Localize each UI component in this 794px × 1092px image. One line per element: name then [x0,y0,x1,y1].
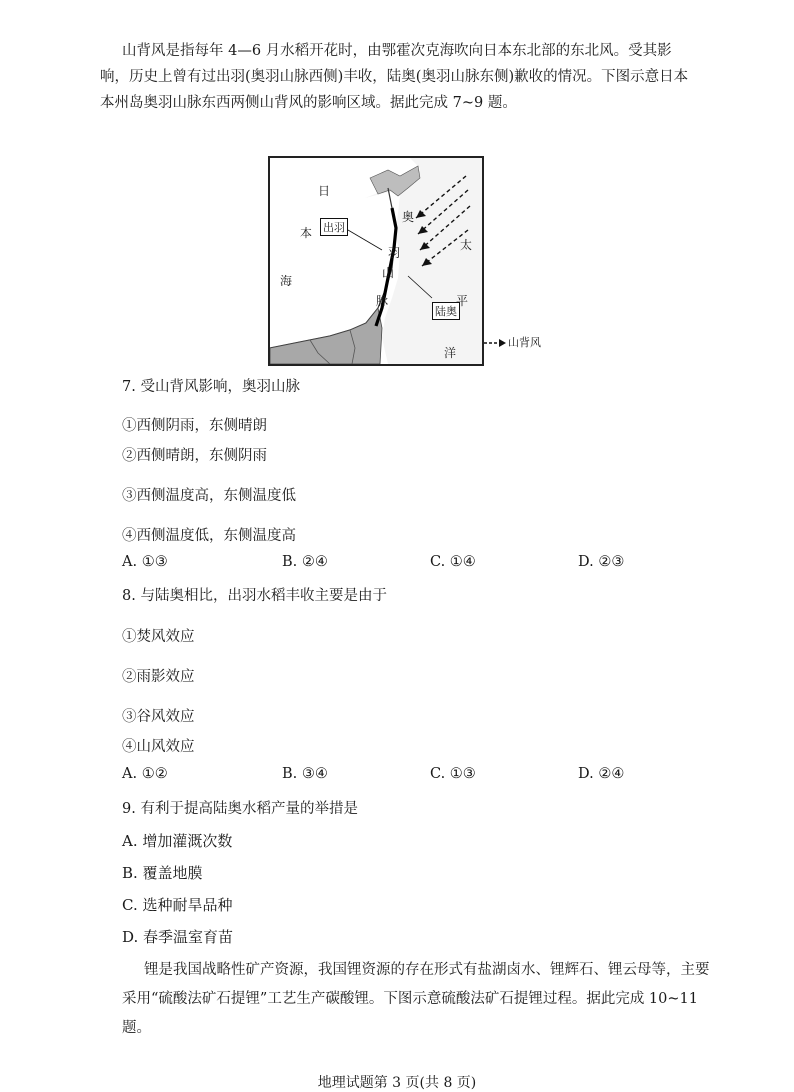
passage-1 [100,38,722,116]
q7-statement-3: ③西侧温度高，东侧温度低 [122,488,296,504]
sea-label-char-1: 日 [318,184,331,198]
range-label-char-2: 羽 [388,246,401,260]
q9-choice-d: D. 春季温室育苗 [122,928,234,946]
passage-1-line-3: 本州岛奥羽山脉东西两侧山背风的影响区域。据此完成 7~9 题。 [100,95,517,111]
passage-1-line-1: 山背风是指每年 4—6 月水稻开花时，由鄂霍次克海吹向日本东北部的东北风。受其影 [122,43,672,59]
q7-stem: 7. 受山背风影响，奥羽山脉 [122,379,300,395]
page-footer: 地理试题第 3 页(共 8 页) [317,1075,477,1091]
map-figure [268,156,484,366]
q8-choice-a: A. ①② [122,766,168,782]
q8-statement-4: ④山风效应 [122,739,195,755]
passage-2-line-2: 采用“硫酸法矿石提锂”工艺生产碳酸锂。下图示意硫酸法矿石提锂过程。据此完成 10~11 [122,991,698,1007]
q8-statement-1: ①焚风效应 [122,629,195,645]
passage-2 [122,956,724,1043]
mutsu-label-box: 陆奥 [432,302,460,320]
range-label-char-1: 奥 [402,210,415,224]
q8-choice-d: D. ②④ [578,766,625,782]
q7-statement-4: ④西侧温度低，东侧温度高 [122,528,296,544]
range-label-char-4: 脉 [376,294,389,308]
legend-arrow-icon [484,338,506,348]
legend-label: 山背风 [508,336,541,349]
dewa-label-box: 出羽 [320,218,348,236]
passage-2-line-3: 题。 [122,1020,151,1036]
q7-statement-1: ①西侧阴雨，东侧晴朗 [122,418,267,434]
q9-choice-a: A. 增加灌溉次数 [122,832,233,850]
sea-label-char-2: 本 [300,226,313,240]
map-svg [270,158,482,364]
ocean-label-char-1: 太 [460,238,473,252]
q8-stem: 8. 与陆奥相比，出羽水稻丰收主要是由于 [122,588,387,604]
q9-choice-c: C. 选种耐旱品种 [122,896,233,914]
q8-statement-3: ③谷风效应 [122,709,195,725]
range-label-char-3: 山 [382,266,395,280]
q7-choice-b: B. ②④ [282,554,328,570]
q9-stem: 9. 有利于提高陆奥水稻产量的举措是 [122,801,358,817]
ocean-label-char-3: 洋 [444,346,457,360]
q7-choice-c: C. ①④ [430,554,476,570]
passage-2-line-1: 锂是我国战略性矿产资源，我国锂资源的存在形式有盐湖卤水、锂辉石、锂云母等，主要 [144,962,710,978]
q7-choice-d: D. ②③ [578,554,625,570]
passage-1-line-2: 响，历史上曾有过出羽(奥羽山脉西侧)丰收，陆奥(奥羽山脉东侧)歉收的情况。下图示意日本 [100,69,689,85]
southern-land [270,308,382,364]
q8-choice-b: B. ③④ [282,766,328,782]
map-legend [484,334,564,354]
q7-statement-2: ②西侧晴朗，东侧阴雨 [122,448,267,464]
q8-choice-c: C. ①③ [430,766,476,782]
ocean-label-char-2: 平 [456,294,469,308]
sea-label-char-3: 海 [280,274,293,288]
q7-choice-a: A. ①③ [122,554,168,570]
q9-choice-b: B. 覆盖地膜 [122,864,203,882]
q8-statement-2: ②雨影效应 [122,669,195,685]
